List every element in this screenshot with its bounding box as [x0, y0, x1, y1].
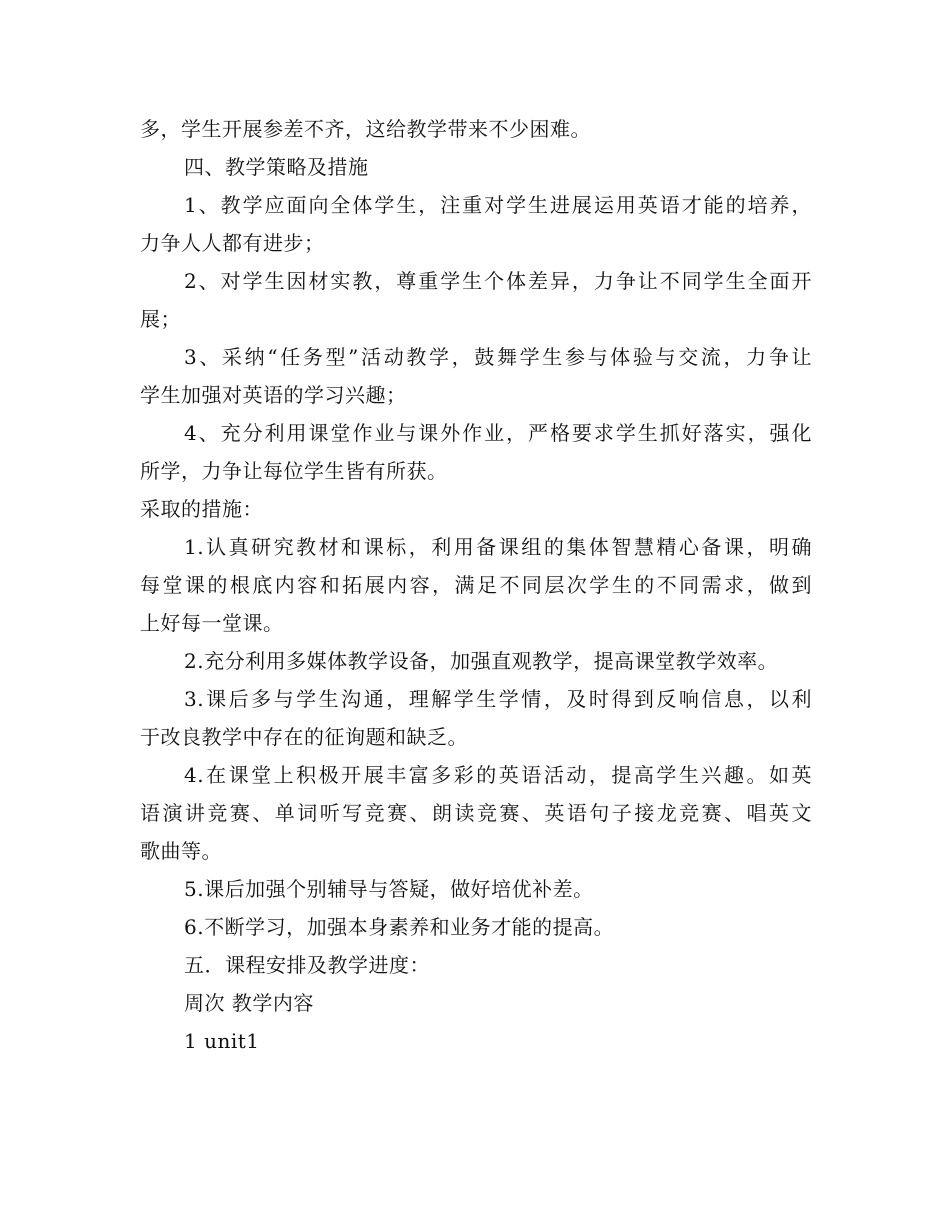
text-line: 五．课程安排及教学进度：: [184, 953, 430, 977]
text-line: 1.认真研究教材和课标，利用备课组的集体智慧精心备课，明确: [184, 535, 812, 559]
text-line: 6.不断学习，加强本身素养和业务才能的提高。: [184, 915, 615, 939]
text-line: 于改良教学中存在的征询题和缺乏。: [140, 725, 468, 749]
text-line: 力争人人都有进步；: [140, 231, 325, 255]
text-line: 4.在课堂上积极开展丰富多彩的英语活动，提高学生兴趣。如英: [184, 763, 812, 787]
text-line: 语演讲竞赛、单词听写竞赛、朗读竞赛、英语句子接龙竞赛、唱英文: [140, 801, 812, 825]
text-line: 多，学生开展参差不齐，这给教学带来不少困难。: [140, 117, 591, 141]
text-line: 1、教学应面向全体学生，注重对学生进展运用英语才能的培养，: [184, 193, 812, 217]
text-line: 展；: [140, 307, 181, 331]
text-line: 5.课后加强个别辅导与答疑，做好培优补差。: [184, 877, 594, 901]
text-line: 每堂课的根底内容和拓展内容，满足不同层次学生的不同需求，做到: [140, 573, 812, 597]
text-line: 3、采纳“任务型”活动教学，鼓舞学生参与体验与交流，力争让: [184, 345, 812, 369]
text-line: 上好每一堂课。: [140, 611, 284, 635]
document-body: [140, 110, 812, 1060]
text-line: 歌曲等。: [140, 839, 222, 863]
text-line: 所学，力争让每位学生皆有所获。: [140, 459, 448, 483]
text-line: 周次 教学内容: [184, 991, 314, 1015]
text-line: 四、教学策略及措施: [184, 155, 369, 179]
text-line: 采取的措施：: [140, 497, 263, 521]
text-line: 学生加强对英语的学习兴趣；: [140, 383, 407, 407]
text-line: 2、对学生因材实教，尊重学生个体差异，力争让不同学生全面开: [184, 269, 812, 293]
text-line: 4、充分利用课堂作业与课外作业，严格要求学生抓好落实，强化: [184, 421, 812, 445]
text-line: 2.充分利用多媒体教学设备，加强直观教学，提高课堂教学效率。: [184, 649, 779, 673]
text-line: 1 unit1: [184, 1029, 260, 1053]
text-line: 3.课后多与学生沟通，理解学生学情，及时得到反响信息，以利: [184, 687, 812, 711]
